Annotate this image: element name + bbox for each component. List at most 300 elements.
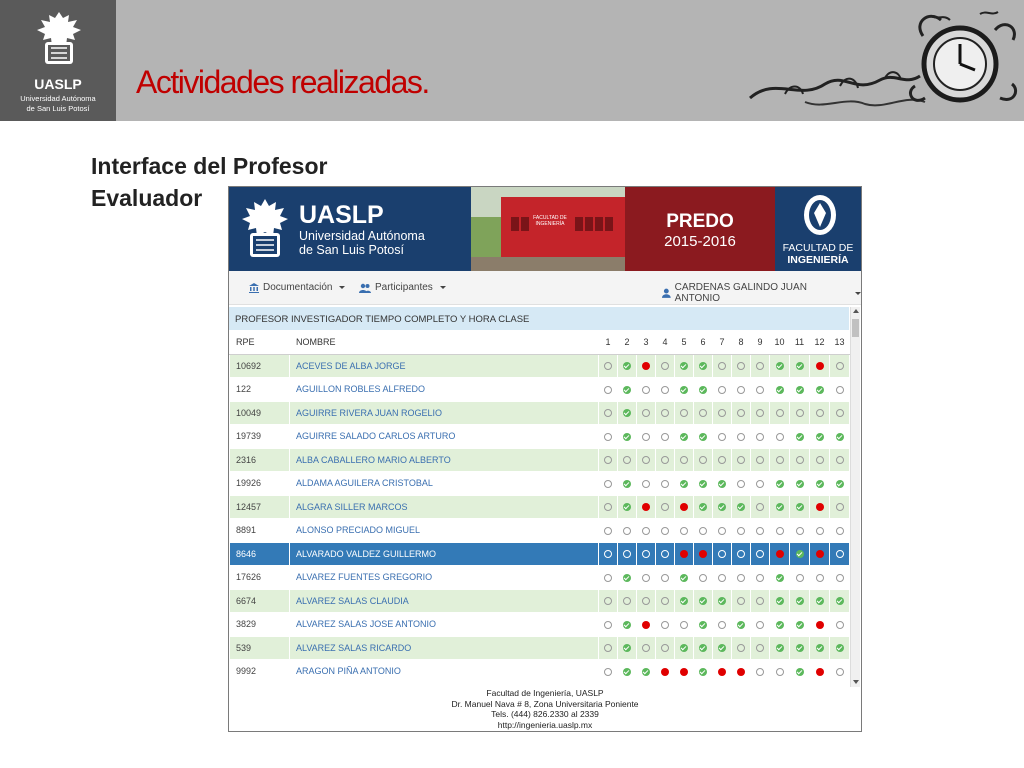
cell-activity-status[interactable] <box>713 448 732 472</box>
cell-activity-status[interactable] <box>675 354 694 378</box>
table-row[interactable] <box>230 660 850 684</box>
cell-activity-status[interactable] <box>830 566 850 590</box>
header-uaslp-subtitle <box>299 229 425 257</box>
cell-activity-status[interactable] <box>732 660 751 684</box>
app-navbar <box>229 271 861 305</box>
cell-activity-status[interactable] <box>810 589 830 613</box>
cell-activity-status[interactable] <box>675 448 694 472</box>
cell-nombre[interactable]: ALVAREZ SALAS RICARDO <box>290 636 599 660</box>
cell-activity-status[interactable] <box>770 636 790 660</box>
column-header-nombre[interactable]: NOMBRE <box>290 331 599 355</box>
cell-activity-status[interactable] <box>656 589 675 613</box>
cell-activity-status[interactable] <box>713 472 732 496</box>
cell-nombre[interactable]: ALVAREZ SALAS JOSE ANTONIO <box>290 613 599 637</box>
cell-activity-status[interactable] <box>770 448 790 472</box>
cell-activity-status[interactable] <box>656 519 675 543</box>
table-row[interactable] <box>230 448 850 472</box>
column-header-activity[interactable]: 2 <box>618 331 637 355</box>
cell-activity-status[interactable] <box>694 425 713 449</box>
empty-circle-icon <box>776 409 784 417</box>
cell-activity-status[interactable] <box>599 495 618 519</box>
cell-activity-status[interactable] <box>732 425 751 449</box>
cell-activity-status[interactable] <box>656 566 675 590</box>
cell-activity-status[interactable] <box>732 378 751 402</box>
cell-activity-status[interactable] <box>599 566 618 590</box>
nav-participantes[interactable] <box>359 282 446 293</box>
cell-activity-status[interactable] <box>675 636 694 660</box>
cell-activity-status[interactable] <box>618 566 637 590</box>
cell-activity-status[interactable] <box>694 660 713 684</box>
cell-activity-status[interactable] <box>751 401 770 425</box>
empty-circle-icon <box>776 456 784 464</box>
cell-activity-status[interactable] <box>599 519 618 543</box>
check-circle-icon <box>623 644 631 652</box>
red-dot-icon <box>816 362 824 370</box>
check-circle-icon <box>737 503 745 511</box>
cell-activity-status[interactable] <box>830 636 850 660</box>
cell-activity-status[interactable] <box>599 660 618 684</box>
cell-activity-status[interactable] <box>790 519 810 543</box>
cell-activity-status[interactable] <box>830 589 850 613</box>
cell-rpe: 8891 <box>230 519 290 543</box>
cell-activity-status[interactable] <box>618 378 637 402</box>
empty-circle-icon <box>642 550 650 558</box>
cell-activity-status[interactable] <box>732 401 751 425</box>
table-row[interactable] <box>230 495 850 519</box>
cell-rpe: 10049 <box>230 401 290 425</box>
cell-activity-status[interactable] <box>656 425 675 449</box>
check-circle-icon <box>796 550 804 558</box>
cell-activity-status[interactable] <box>675 472 694 496</box>
empty-circle-icon <box>718 550 726 558</box>
cell-activity-status[interactable] <box>732 589 751 613</box>
cell-activity-status[interactable] <box>732 566 751 590</box>
cell-activity-status[interactable] <box>713 636 732 660</box>
column-header-activity[interactable]: 3 <box>637 331 656 355</box>
cell-activity-status[interactable] <box>656 613 675 637</box>
cell-rpe: 10692 <box>230 354 290 378</box>
empty-circle-icon <box>604 574 612 582</box>
cell-activity-status[interactable] <box>713 354 732 378</box>
scrollbar-thumb[interactable] <box>852 319 859 337</box>
evaluation-table-panel <box>229 307 861 687</box>
cell-activity-status[interactable] <box>751 448 770 472</box>
empty-circle-icon <box>661 386 669 394</box>
cell-activity-status[interactable] <box>810 378 830 402</box>
cell-activity-status[interactable] <box>732 495 751 519</box>
cell-activity-status[interactable] <box>618 589 637 613</box>
slide-title: Actividades realizadas. <box>136 64 429 100</box>
column-header-activity[interactable]: 8 <box>732 331 751 355</box>
cell-activity-status[interactable] <box>830 660 850 684</box>
cell-activity-status[interactable] <box>790 636 810 660</box>
red-dot-icon <box>642 503 650 511</box>
cell-activity-status[interactable] <box>675 378 694 402</box>
cell-activity-status[interactable] <box>599 613 618 637</box>
cell-rpe: 9992 <box>230 660 290 684</box>
cell-activity-status[interactable] <box>637 472 656 496</box>
caret-down-icon <box>855 292 861 295</box>
table-row[interactable] <box>230 636 850 660</box>
table-body <box>230 354 850 683</box>
cell-activity-status[interactable] <box>656 378 675 402</box>
cell-activity-status[interactable] <box>694 519 713 543</box>
cell-activity-status[interactable] <box>618 519 637 543</box>
cell-activity-status[interactable] <box>675 495 694 519</box>
cell-activity-status[interactable] <box>599 542 618 566</box>
cell-activity-status[interactable] <box>713 495 732 519</box>
table-row[interactable] <box>230 472 850 496</box>
cell-activity-status[interactable] <box>810 448 830 472</box>
cell-activity-status[interactable] <box>810 566 830 590</box>
cell-activity-status[interactable] <box>675 542 694 566</box>
cell-activity-status[interactable] <box>637 519 656 543</box>
cell-activity-status[interactable] <box>830 425 850 449</box>
cell-nombre[interactable]: AGUIRRE RIVERA JUAN ROGELIO <box>290 401 599 425</box>
cell-activity-status[interactable] <box>618 495 637 519</box>
cell-activity-status[interactable] <box>675 425 694 449</box>
cell-activity-status[interactable] <box>618 542 637 566</box>
cell-activity-status[interactable] <box>810 495 830 519</box>
cell-activity-status[interactable] <box>656 448 675 472</box>
cell-activity-status[interactable] <box>751 636 770 660</box>
empty-circle-icon <box>816 456 824 464</box>
cell-activity-status[interactable] <box>656 495 675 519</box>
cell-activity-status[interactable] <box>656 660 675 684</box>
cell-activity-status[interactable] <box>675 519 694 543</box>
cell-activity-status[interactable] <box>732 448 751 472</box>
cell-activity-status[interactable] <box>713 401 732 425</box>
cell-activity-status[interactable] <box>656 401 675 425</box>
cell-activity-status[interactable] <box>656 636 675 660</box>
cell-activity-status[interactable] <box>790 589 810 613</box>
cell-activity-status[interactable] <box>751 472 770 496</box>
nav-user-menu[interactable] <box>662 282 861 304</box>
header-uaslp-brand[interactable] <box>229 187 471 271</box>
column-header-rpe[interactable]: RPE <box>230 331 290 355</box>
cell-activity-status[interactable] <box>694 566 713 590</box>
cell-activity-status[interactable] <box>790 660 810 684</box>
cell-nombre[interactable]: ACEVES DE ALBA JORGE <box>290 354 599 378</box>
cell-activity-status[interactable] <box>790 495 810 519</box>
cell-activity-status[interactable] <box>675 613 694 637</box>
cell-activity-status[interactable] <box>713 519 732 543</box>
table-row[interactable] <box>230 519 850 543</box>
cell-activity-status[interactable] <box>770 472 790 496</box>
scroll-down-icon[interactable] <box>853 680 859 684</box>
cell-activity-status[interactable] <box>790 613 810 637</box>
cell-activity-status[interactable] <box>618 613 637 637</box>
red-dot-icon <box>737 668 745 676</box>
header-building-photo <box>471 187 625 271</box>
cell-activity-status[interactable] <box>675 401 694 425</box>
cell-rpe: 539 <box>230 636 290 660</box>
cell-nombre[interactable]: AGUILLON ROBLES ALFREDO <box>290 378 599 402</box>
column-header-activity[interactable]: 9 <box>751 331 770 355</box>
header-uaslp-subtitle-2: de San Luis Potosí <box>299 243 404 257</box>
app-screenshot <box>228 186 862 732</box>
cell-activity-status[interactable] <box>713 378 732 402</box>
cell-activity-status[interactable] <box>637 425 656 449</box>
cell-activity-status[interactable] <box>694 542 713 566</box>
check-circle-icon <box>796 621 804 629</box>
cell-activity-status[interactable] <box>713 566 732 590</box>
cell-activity-status[interactable] <box>751 542 770 566</box>
cell-activity-status[interactable] <box>675 566 694 590</box>
empty-circle-icon <box>642 597 650 605</box>
cell-activity-status[interactable] <box>637 401 656 425</box>
cell-activity-status[interactable] <box>637 613 656 637</box>
app-header <box>229 187 861 271</box>
check-circle-icon <box>623 668 631 676</box>
check-circle-icon <box>816 644 824 652</box>
cell-activity-status[interactable] <box>637 660 656 684</box>
cell-activity-status[interactable] <box>810 636 830 660</box>
table-row[interactable] <box>230 354 850 378</box>
cell-activity-status[interactable] <box>713 425 732 449</box>
table-row[interactable] <box>230 566 850 590</box>
column-header-activity[interactable]: 7 <box>713 331 732 355</box>
cell-nombre[interactable]: ALONSO PRECIADO MIGUEL <box>290 519 599 543</box>
column-header-activity[interactable]: 5 <box>675 331 694 355</box>
cell-activity-status[interactable] <box>618 354 637 378</box>
cell-activity-status[interactable] <box>810 519 830 543</box>
cell-activity-status[interactable] <box>656 354 675 378</box>
cell-activity-status[interactable] <box>599 354 618 378</box>
cell-activity-status[interactable] <box>751 378 770 402</box>
cell-activity-status[interactable] <box>637 566 656 590</box>
cell-activity-status[interactable] <box>637 636 656 660</box>
check-circle-icon <box>699 621 707 629</box>
predo-year: 2015-2016 <box>664 233 736 250</box>
cell-nombre[interactable]: ALVAREZ FUENTES GREGORIO <box>290 566 599 590</box>
cell-activity-status[interactable] <box>790 448 810 472</box>
empty-circle-icon <box>680 456 688 464</box>
cell-activity-status[interactable] <box>618 660 637 684</box>
cell-activity-status[interactable] <box>790 354 810 378</box>
check-circle-icon <box>623 621 631 629</box>
cell-activity-status[interactable] <box>770 542 790 566</box>
cell-activity-status[interactable] <box>732 542 751 566</box>
empty-circle-icon <box>796 527 804 535</box>
check-circle-icon <box>796 433 804 441</box>
cell-activity-status[interactable] <box>637 354 656 378</box>
cell-activity-status[interactable] <box>732 354 751 378</box>
cell-activity-status[interactable] <box>694 636 713 660</box>
empty-circle-icon <box>836 527 844 535</box>
check-circle-icon <box>776 503 784 511</box>
cell-activity-status[interactable] <box>810 542 830 566</box>
table-row[interactable] <box>230 378 850 402</box>
empty-circle-icon <box>836 621 844 629</box>
cell-activity-status[interactable] <box>618 636 637 660</box>
cell-activity-status[interactable] <box>770 354 790 378</box>
cell-activity-status[interactable] <box>599 448 618 472</box>
scroll-up-icon[interactable] <box>853 309 859 313</box>
cell-nombre[interactable]: ALGARA SILLER MARCOS <box>290 495 599 519</box>
cell-activity-status[interactable] <box>675 660 694 684</box>
cell-activity-status[interactable] <box>830 448 850 472</box>
cell-activity-status[interactable] <box>770 495 790 519</box>
nav-documentacion[interactable] <box>249 282 345 293</box>
cell-nombre[interactable]: ALBA CABALLERO MARIO ALBERTO <box>290 448 599 472</box>
cell-activity-status[interactable] <box>751 495 770 519</box>
cell-activity-status[interactable] <box>751 519 770 543</box>
empty-circle-icon <box>623 456 631 464</box>
check-circle-icon <box>796 362 804 370</box>
cell-activity-status[interactable] <box>599 401 618 425</box>
cell-activity-status[interactable] <box>810 613 830 637</box>
cell-activity-status[interactable] <box>770 566 790 590</box>
cell-activity-status[interactable] <box>830 354 850 378</box>
cell-activity-status[interactable] <box>770 378 790 402</box>
cell-activity-status[interactable] <box>637 589 656 613</box>
check-circle-icon <box>623 386 631 394</box>
cell-activity-status[interactable] <box>694 589 713 613</box>
cell-activity-status[interactable] <box>790 425 810 449</box>
cell-activity-status[interactable] <box>694 378 713 402</box>
column-header-activity[interactable]: 13 <box>830 331 850 355</box>
cell-activity-status[interactable] <box>810 401 830 425</box>
cell-rpe: 8646 <box>230 542 290 566</box>
cell-activity-status[interactable] <box>599 636 618 660</box>
cell-activity-status[interactable] <box>637 448 656 472</box>
footer-line-4[interactable]: http://ingenieria.uaslp.mx <box>497 719 593 730</box>
cell-activity-status[interactable] <box>830 472 850 496</box>
cell-activity-status[interactable] <box>637 495 656 519</box>
column-header-activity[interactable]: 6 <box>694 331 713 355</box>
empty-circle-icon <box>737 574 745 582</box>
table-row[interactable] <box>230 589 850 613</box>
cell-activity-status[interactable] <box>830 542 850 566</box>
cell-activity-status[interactable] <box>732 636 751 660</box>
empty-circle-icon <box>661 409 669 417</box>
cell-activity-status[interactable] <box>770 519 790 543</box>
cell-activity-status[interactable] <box>637 378 656 402</box>
cell-activity-status[interactable] <box>675 589 694 613</box>
table-row[interactable] <box>230 613 850 637</box>
cell-activity-status[interactable] <box>656 472 675 496</box>
cell-activity-status[interactable] <box>751 660 770 684</box>
empty-circle-icon <box>604 621 612 629</box>
check-circle-icon <box>623 409 631 417</box>
red-dot-icon <box>699 550 707 558</box>
cell-activity-status[interactable] <box>713 542 732 566</box>
empty-circle-icon <box>718 574 726 582</box>
cell-activity-status[interactable] <box>618 425 637 449</box>
cell-activity-status[interactable] <box>751 425 770 449</box>
cell-nombre[interactable]: AGUIRRE SALADO CARLOS ARTURO <box>290 425 599 449</box>
cell-activity-status[interactable] <box>618 472 637 496</box>
cell-activity-status[interactable] <box>790 401 810 425</box>
column-header-activity[interactable]: 1 <box>599 331 618 355</box>
cell-activity-status[interactable] <box>599 472 618 496</box>
cell-activity-status[interactable] <box>790 378 810 402</box>
cell-activity-status[interactable] <box>810 354 830 378</box>
check-circle-icon <box>623 433 631 441</box>
cell-activity-status[interactable] <box>694 613 713 637</box>
check-circle-icon <box>776 574 784 582</box>
cell-rpe: 17626 <box>230 566 290 590</box>
cell-activity-status[interactable] <box>713 613 732 637</box>
cell-nombre[interactable]: ALVAREZ SALAS CLAUDIA <box>290 589 599 613</box>
cell-activity-status[interactable] <box>732 472 751 496</box>
cell-activity-status[interactable] <box>599 589 618 613</box>
cell-nombre[interactable]: ALDAMA AGUILERA CRISTOBAL <box>290 472 599 496</box>
cell-activity-status[interactable] <box>830 495 850 519</box>
cell-activity-status[interactable] <box>656 542 675 566</box>
cell-activity-status[interactable] <box>618 448 637 472</box>
cell-activity-status[interactable] <box>770 660 790 684</box>
empty-circle-icon <box>661 456 669 464</box>
cell-activity-status[interactable] <box>694 495 713 519</box>
cell-activity-status[interactable] <box>713 660 732 684</box>
cell-nombre[interactable]: ALVARADO VALDEZ GUILLERMO <box>290 542 599 566</box>
cell-activity-status[interactable] <box>770 401 790 425</box>
cell-activity-status[interactable] <box>790 566 810 590</box>
check-circle-icon <box>776 480 784 488</box>
cell-activity-status[interactable] <box>732 613 751 637</box>
cell-activity-status[interactable] <box>770 613 790 637</box>
cell-activity-status[interactable] <box>694 354 713 378</box>
column-header-activity[interactable]: 4 <box>656 331 675 355</box>
cell-activity-status[interactable] <box>732 519 751 543</box>
column-header-activity[interactable]: 12 <box>810 331 830 355</box>
cell-activity-status[interactable] <box>810 472 830 496</box>
column-header-activity[interactable]: 10 <box>770 331 790 355</box>
cell-activity-status[interactable] <box>713 589 732 613</box>
table-row[interactable] <box>230 425 850 449</box>
empty-circle-icon <box>737 550 745 558</box>
cell-activity-status[interactable] <box>618 401 637 425</box>
cell-activity-status[interactable] <box>751 566 770 590</box>
cell-activity-status[interactable] <box>694 472 713 496</box>
cell-activity-status[interactable] <box>599 378 618 402</box>
table-scrollbar[interactable] <box>850 307 860 687</box>
cell-activity-status[interactable] <box>751 613 770 637</box>
empty-circle-icon <box>836 668 844 676</box>
cell-activity-status[interactable] <box>694 401 713 425</box>
empty-circle-icon <box>816 527 824 535</box>
cell-activity-status[interactable] <box>830 613 850 637</box>
table-row[interactable] <box>230 401 850 425</box>
cell-activity-status[interactable] <box>751 354 770 378</box>
cell-activity-status[interactable] <box>810 660 830 684</box>
empty-circle-icon <box>756 409 764 417</box>
check-circle-icon <box>623 503 631 511</box>
cell-activity-status[interactable] <box>830 378 850 402</box>
caret-down-icon <box>440 286 446 289</box>
cell-nombre[interactable]: ARAGON PIÑA ANTONIO <box>290 660 599 684</box>
empty-circle-icon <box>642 409 650 417</box>
cell-activity-status[interactable] <box>770 425 790 449</box>
cell-activity-status[interactable] <box>830 519 850 543</box>
cell-activity-status[interactable] <box>694 448 713 472</box>
cell-activity-status[interactable] <box>599 425 618 449</box>
cell-activity-status[interactable] <box>810 425 830 449</box>
cell-activity-status[interactable] <box>770 589 790 613</box>
table-row[interactable] <box>230 542 850 566</box>
cell-activity-status[interactable] <box>790 542 810 566</box>
empty-circle-icon <box>756 550 764 558</box>
cell-activity-status[interactable] <box>751 589 770 613</box>
column-header-activity[interactable]: 11 <box>790 331 810 355</box>
nav-documentacion-label: Documentación <box>263 282 333 293</box>
predo-title: PREDO <box>666 211 734 232</box>
cell-activity-status[interactable] <box>637 542 656 566</box>
cell-activity-status[interactable] <box>790 472 810 496</box>
cell-activity-status[interactable] <box>830 401 850 425</box>
